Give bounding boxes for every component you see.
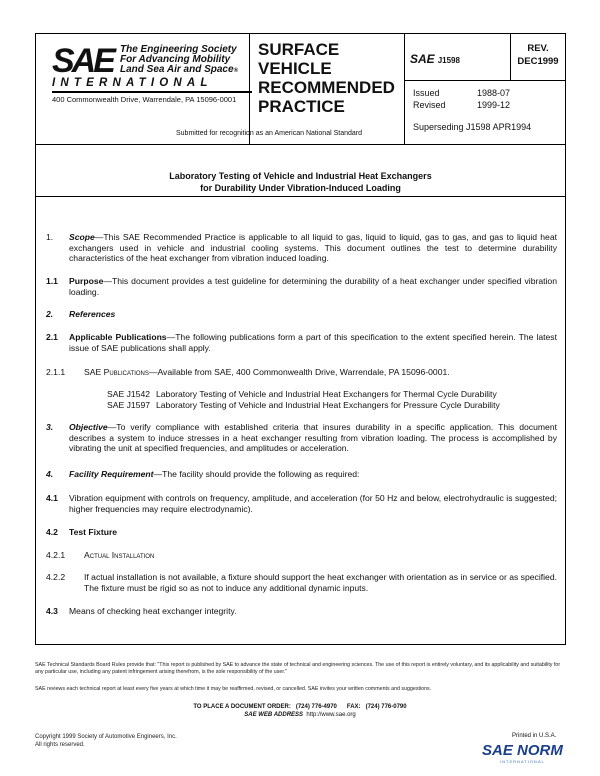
document-number: SAE J1598 [410, 52, 460, 66]
international-label: INTERNATIONAL [52, 77, 213, 89]
sae-logo: SAE [52, 42, 113, 80]
copyright: Copyright 1999 Society of Automotive Engineers, Inc. All rights reserved. [35, 734, 177, 748]
web-address: SAE WEB ADDRESS http://www.sae.org [244, 712, 356, 718]
watermark-logo: SAE NORM INTERNATIONAL [482, 742, 563, 764]
reference-item: SAE J1542 Laboratory Testing of Vehicle and Industrial Heat Exchangers for Thermal Cycle Durability [107, 389, 497, 399]
logo-rule [52, 91, 252, 93]
revision-box: REV. DEC1999 [517, 43, 559, 67]
document-frame: SAE The Engineering Society For Advancing Mobility Land Sea Air and Space® INTERNATIONAL 400 Commonwealth Drive, Warrendale, PA 15096-0001 Submitted for recognition as an American National Standard SURFACE VEHICLE RECOMMENDED PRACTICE SAE J1598 REV. DEC1999 Issued 1988-07 Revised 1999-12 Superseding J1598 APR1994 Laboratory Testing of Vehicle and Industrial Heat Exchangers for Durability Under Vibration-Induced Loading 1. Scope—This SAE Recommended Practice is applicable to all liquid to gas, liquid to liquid, gas to gas, and gas to liquid heat exchangers used in vehicle and industrial cooling systems. This document outlines the test to determine durability characteristics of the heat exchanger from vibration induced loading. 1.1 Purpose—This document provides a test guideline for determining the durability of a heat exchanger under specified vibration loading. 2. References 2.1 Applicable Publications—The following publications form a part of this specification to the extent specified herein. The latest issue of SAE publications shall apply. 2.1.1 SAE Publications—Available from SAE, 400 Commonwealth Drive, Warrendale, PA 15096-0001. SAE J1542 Laboratory Testing of Vehicle and Industrial Heat Exchangers for Thermal Cycle Durability SAE J1597 Laboratory Testing of Vehicle and Industrial Heat Exchangers for Pressure Cycle Durability 3. Objective—To verify compliance with established criteria that insures durability in a specific application. This document describes a system to induce stresses in a heat exchanger resulting from vibration loading. The process is accomplished by vibrating the unit at specified frequencies, and amplitudes or acceleration. 4. Facility Requirement—The facility should provide the following as required: 4.1 Vibration equipment with controls on frequency, amplitude, and acceleration (for 50 Hz and below, electrohydraulic is suggested; higher frequencies may require electrodynamic). 4.2 Test Fixture 4.2.1 Actual Installation 4.2.2 If actual installation is not available, a fixture should support the heat exchanger with orientation as in service or as specified. The fixture must be rigid so as not to induce any additional dynamic inputs. 4.3 Means of checking heat exchanger integrity. [35, 33, 566, 645]
document-type: SURFACE VEHICLE RECOMMENDED PRACTICE [258, 40, 395, 116]
printed-in: Printed in U.S.A. [512, 733, 557, 739]
order-info: TO PLACE A DOCUMENT ORDER: (724) 776-4970 FAX: (724) 776-0790 [193, 704, 407, 710]
document-title: Laboratory Testing of Vehicle and Industrial Heat Exchangers for Durability Under Vibration-Induced Loading [169, 171, 432, 193]
review-note: SAE reviews each technical report at least every five years at which time it may be reaffirmed, revised, or cancelled. SAE invites your written comments and suggestions. [35, 686, 432, 692]
ansi-submission-note: Submitted for recognition as an American National Standard [176, 130, 362, 137]
header-block [36, 34, 565, 145]
policy-note: SAE Technical Standards Board Rules provide that: "This report is published by SAE to advance the state of technical and engineering sciences. The use of this report is entirely voluntary, and its applicability and suitability for any particular use, including any patent infringement arising therefrom, is the sole responsibility of the user." [35, 662, 561, 675]
reference-item: SAE J1597 Laboratory Testing of Vehicle and Industrial Heat Exchangers for Pressure Cycle Durability [107, 400, 500, 410]
superseding-note: Superseding J1598 APR1994 [413, 122, 532, 132]
society-tagline: The Engineering Society For Advancing Mobility Land Sea Air and Space® [120, 44, 238, 75]
society-address: 400 Commonwealth Drive, Warrendale, PA 15096-0001 [52, 95, 237, 104]
issue-dates: Issued 1988-07 Revised 1999-12 [413, 88, 511, 110]
